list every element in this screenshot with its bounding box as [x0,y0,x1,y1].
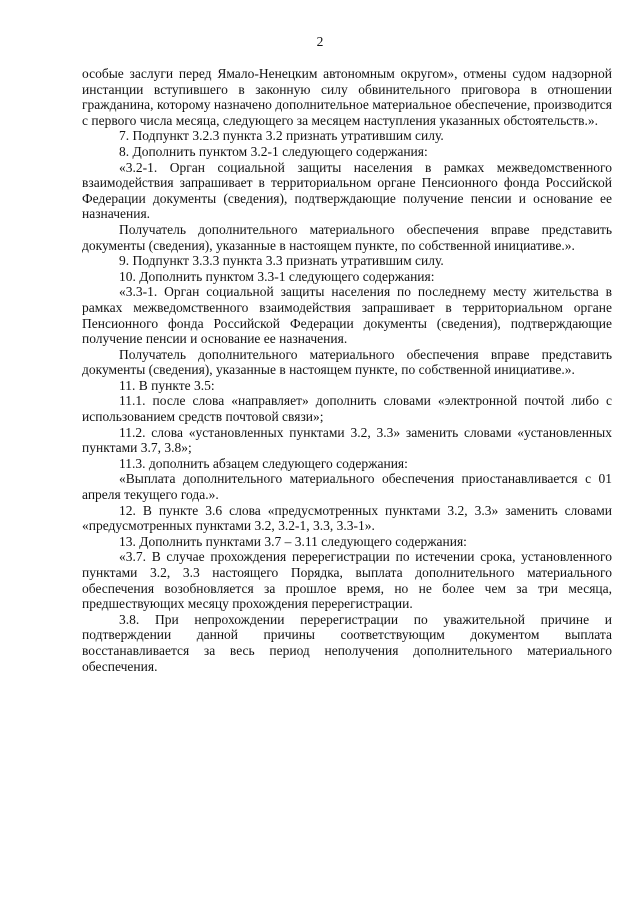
paragraph-item-10: 10. Дополнить пунктом 3.3-1 следующего содержания: [119,268,435,284]
document-body [82,66,612,674]
paragraph-item-11: 11. В пункте 3.5: [119,377,215,393]
paragraph-recipient-right-2: Получатель дополнительного материального обеспечения вправе представить документы (сведения), указанные в настоящем пункте, по собственной инициативе.». [82,346,612,378]
paragraph-clause-3-7: «3.7. В случае прохождения перерегистрации по истечении срока, установленного пунктами 3.2, 3.3 настоящего Порядка, выплата дополнительного материального обеспечения возобновляется за прошлое время, но не более чем за три месяца, предшествующих месяцу прохождения перерегистрации. [82,549,612,612]
paragraph-continuation: особые заслуги перед Ямало-Ненецким автономным округом», отмены судом надзорной инстанции вступившего в законную силу обвинительного приговора в отношении гражданина, которому назначено дополнительное материальное обеспечение, производится с первого числа месяца, следующего за месяцем наступления указанных обстоятельств.». [82,66,612,128]
paragraph-clause-3-8: 3.8. При непрохождении перерегистрации по уважительной причине и подтверждении данной причины соответствующим документом выплата восстанавливается за весь период неполучения дополнительного материального обеспечения. [82,611,612,674]
paragraph-item-8: 8. Дополнить пунктом 3.2-1 следующего содержания: [119,143,428,159]
paragraph-recipient-right-1: Получатель дополнительного материального обеспечения вправе представить документы (сведения), указанные в настоящем пункте, по собственной инициативе.». [82,221,612,253]
paragraph-clause-3-3-1: «3.3-1. Орган социальной защиты населения по последнему месту жительства в рамках межведомственного взаимодействия запрашивает в территориальном органе Пенсионного фонда Российской Федерации документы (сведения), подтверждающие получение пенсии и основание ее назначения. [82,284,612,347]
paragraph-suspension-clause: «Выплата дополнительного материального обеспечения приостанавливается с 01 апреля текущего года.». [82,471,612,503]
paragraph-item-11-2: 11.2. слова «установленных пунктами 3.2, 3.3» заменить словами «установленных пунктами 3.7, 3.8»; [82,424,612,456]
paragraph-item-11-1: 11.1. после слова «направляет» дополнить словами «электронной почтой либо с использованием средств почтовой связи»; [82,393,612,425]
paragraph-clause-3-2-1: «3.2-1. Орган социальной защиты населения в рамках межведомственного взаимодействия запрашивает в территориальном органе Пенсионного фонда Российской Федерации документы (сведения), подтверждающие получение пенсии и основание ее назначения. [82,159,612,222]
paragraph-item-7: 7. Подпункт 3.2.3 пункта 3.2 признать утратившим силу. [119,128,444,144]
paragraph-item-13: 13. Дополнить пунктами 3.7 – 3.11 следующего содержания: [119,533,467,549]
paragraph-item-12: 12. В пункте 3.6 слова «предусмотренных пунктами 3.2, 3.3» заменить словами «предусмотренных пунктами 3.2, 3.2-1, 3.3, 3.3-1». [82,502,612,534]
page-number: 2 [316,34,324,49]
paragraph-item-9: 9. Подпункт 3.3.3 пункта 3.3 признать утратившим силу. [119,253,444,269]
paragraph-item-11-3: 11.3. дополнить абзацем следующего содержания: [119,455,408,471]
